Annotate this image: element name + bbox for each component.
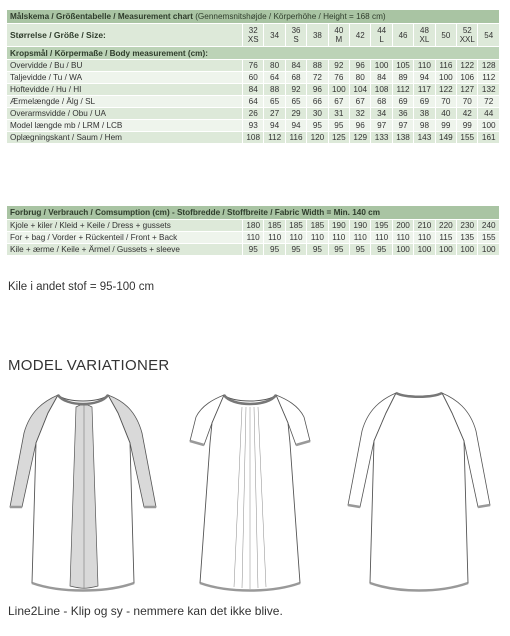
size-letter: L	[379, 35, 384, 44]
value-cell: 195	[371, 220, 392, 232]
dress-sketch-short-sleeve-pleated	[176, 383, 326, 598]
value-cell: 110	[285, 232, 306, 244]
value-cell: 117	[414, 84, 435, 96]
table-row	[7, 96, 500, 108]
value-cell: 40	[435, 108, 456, 120]
size-cell	[435, 24, 456, 47]
value-cell: 64	[243, 96, 264, 108]
row-label: Model længde mb / LRM / LCB	[7, 120, 243, 132]
value-cell: 42	[457, 108, 478, 120]
value-cell: 100	[478, 120, 500, 132]
value-cell: 36	[392, 108, 413, 120]
value-cell: 96	[350, 60, 371, 72]
size-cell	[392, 24, 413, 47]
size-cell	[243, 24, 264, 47]
value-cell: 95	[285, 244, 306, 256]
size-letter: S	[293, 35, 299, 44]
value-cell: 110	[414, 60, 435, 72]
value-cell: 31	[328, 108, 349, 120]
size-number: 50	[441, 30, 451, 40]
size-cell	[371, 24, 392, 47]
size-cell	[350, 24, 371, 47]
value-cell: 70	[435, 96, 456, 108]
row-label: Kjole + kiler / Kleid + Keile / Dress + gussets	[7, 220, 243, 232]
gusset-fabric-note: Kile i andet stof = 95-100 cm	[8, 281, 155, 293]
value-cell: 26	[243, 108, 264, 120]
row-label: For + bag / Vorder + Rückenteil / Front + Back	[7, 232, 243, 244]
value-cell: 128	[478, 60, 500, 72]
value-cell: 92	[328, 60, 349, 72]
value-cell: 129	[350, 132, 371, 144]
value-cell: 190	[328, 220, 349, 232]
size-cell	[414, 24, 435, 47]
value-cell: 132	[478, 84, 500, 96]
value-cell: 100	[414, 244, 435, 256]
value-cell: 190	[350, 220, 371, 232]
size-cell	[264, 24, 285, 47]
value-cell: 97	[392, 120, 413, 132]
footer-tagline: Line2Line - Klip og sy - nemmere kan det ikke blive.	[8, 604, 283, 618]
value-cell: 65	[285, 96, 306, 108]
size-number: 40	[334, 26, 344, 35]
measurement-chart-table	[6, 9, 500, 144]
value-cell: 95	[243, 244, 264, 256]
value-cell: 95	[307, 120, 328, 132]
size-letter: M	[335, 35, 343, 44]
value-cell: 64	[264, 72, 285, 84]
value-cell: 100	[371, 60, 392, 72]
value-cell: 210	[414, 220, 435, 232]
size-cell	[478, 24, 500, 47]
value-cell: 127	[457, 84, 478, 96]
value-cell: 34	[371, 108, 392, 120]
consumption-table	[6, 205, 500, 256]
value-cell: 120	[307, 132, 328, 144]
value-cell: 65	[264, 96, 285, 108]
row-label: Ærmelængde / Älg / SL	[7, 96, 243, 108]
value-cell: 108	[371, 84, 392, 96]
size-number: 52	[462, 26, 472, 35]
value-cell: 133	[371, 132, 392, 144]
value-cell: 44	[478, 108, 500, 120]
value-cell: 88	[264, 84, 285, 96]
value-cell: 30	[307, 108, 328, 120]
dress-sketch-long-sleeve-gusset	[6, 383, 166, 598]
value-cell: 95	[264, 244, 285, 256]
value-cell: 116	[435, 60, 456, 72]
value-cell: 108	[243, 132, 264, 144]
row-label: Taljevidde / Tu / WA	[7, 72, 243, 84]
value-cell: 95	[307, 244, 328, 256]
value-cell: 100	[435, 244, 456, 256]
value-cell: 72	[478, 96, 500, 108]
value-cell: 99	[457, 120, 478, 132]
value-cell: 185	[285, 220, 306, 232]
value-cell: 66	[307, 96, 328, 108]
size-letter: XXL	[459, 35, 475, 44]
value-cell: 135	[457, 232, 478, 244]
size-number: 44	[377, 26, 387, 35]
value-cell: 185	[264, 220, 285, 232]
value-cell: 72	[307, 72, 328, 84]
value-cell: 185	[307, 220, 328, 232]
value-cell: 110	[371, 232, 392, 244]
table-row	[7, 108, 500, 120]
value-cell: 110	[264, 232, 285, 244]
row-label: Oplægningskant / Saum / Hem	[7, 132, 243, 144]
size-header-row	[7, 24, 500, 47]
table-row	[7, 72, 500, 84]
value-cell: 29	[285, 108, 306, 120]
value-cell: 95	[328, 120, 349, 132]
value-cell: 84	[243, 84, 264, 96]
value-cell: 76	[243, 60, 264, 72]
value-cell: 32	[350, 108, 371, 120]
model-variations-heading: MODEL VARIATIONER	[8, 357, 170, 374]
table-row	[7, 132, 500, 144]
value-cell: 149	[435, 132, 456, 144]
value-cell: 112	[392, 84, 413, 96]
value-cell: 180	[243, 220, 264, 232]
size-number: 46	[398, 30, 408, 40]
consumption-header-row	[7, 206, 500, 220]
value-cell: 99	[435, 120, 456, 132]
value-cell: 97	[371, 120, 392, 132]
value-cell: 110	[328, 232, 349, 244]
value-cell: 76	[328, 72, 349, 84]
value-cell: 80	[264, 60, 285, 72]
value-cell: 116	[285, 132, 306, 144]
body-measurement-section-row	[7, 47, 500, 60]
size-cell	[457, 24, 478, 47]
consumption-title: Forbrug / Verbrauch / Comsumption (cm) - Stofbredde / Stoffbreite / Fabric Width = Min. 140 cm	[7, 206, 500, 220]
value-cell: 115	[435, 232, 456, 244]
row-label: Hoftevidde / Hu / HI	[7, 84, 243, 96]
table-row	[7, 220, 500, 232]
size-number: 48	[420, 26, 429, 35]
value-cell: 138	[392, 132, 413, 144]
measurement-chart-header-row	[7, 10, 500, 24]
row-label: Overvidde / Bu / BU	[7, 60, 243, 72]
value-cell: 105	[392, 60, 413, 72]
value-cell: 95	[328, 244, 349, 256]
size-number: 36	[291, 26, 301, 35]
value-cell: 143	[414, 132, 435, 144]
value-cell: 69	[392, 96, 413, 108]
value-cell: 95	[350, 244, 371, 256]
size-letter: XS	[247, 35, 259, 44]
value-cell: 155	[457, 132, 478, 144]
value-cell: 84	[371, 72, 392, 84]
value-cell: 68	[285, 72, 306, 84]
value-cell: 89	[392, 72, 413, 84]
value-cell: 100	[435, 72, 456, 84]
table-row	[7, 232, 500, 244]
measurement-chart-title: Målskema / Größentabelle / Measurement chart	[10, 12, 193, 21]
size-number: 42	[355, 30, 365, 40]
size-number: 38	[312, 30, 322, 40]
value-cell: 88	[307, 60, 328, 72]
value-cell: 100	[457, 244, 478, 256]
table-row	[7, 84, 500, 96]
size-number: 34	[270, 30, 280, 40]
value-cell: 38	[414, 108, 435, 120]
value-cell: 68	[371, 96, 392, 108]
value-cell: 100	[478, 244, 500, 256]
value-cell: 110	[307, 232, 328, 244]
size-cell	[285, 24, 306, 47]
value-cell: 110	[350, 232, 371, 244]
value-cell: 100	[392, 244, 413, 256]
value-cell: 100	[328, 84, 349, 96]
value-cell: 122	[457, 60, 478, 72]
value-cell: 84	[285, 60, 306, 72]
value-cell: 240	[478, 220, 500, 232]
value-cell: 112	[478, 72, 500, 84]
table-row	[7, 120, 500, 132]
value-cell: 69	[414, 96, 435, 108]
size-letter: XL	[419, 35, 430, 44]
value-cell: 94	[264, 120, 285, 132]
value-cell: 27	[264, 108, 285, 120]
value-cell: 110	[243, 232, 264, 244]
value-cell: 106	[457, 72, 478, 84]
body-measurement-section-title: Kropsmål / Körpermaße / Body measurement (cm):	[7, 47, 500, 60]
value-cell: 94	[414, 72, 435, 84]
value-cell: 161	[478, 132, 500, 144]
row-label: Overarmsvidde / Obu / UA	[7, 108, 243, 120]
value-cell: 220	[435, 220, 456, 232]
value-cell: 70	[457, 96, 478, 108]
measurement-chart-height-note: (Gennemsnitshøjde / Körperhöhe / Height = 168 cm)	[192, 12, 386, 21]
value-cell: 230	[457, 220, 478, 232]
size-cell	[328, 24, 349, 47]
value-cell: 200	[392, 220, 413, 232]
dress-sketch-back-view	[336, 383, 502, 598]
size-number: 32	[248, 26, 258, 35]
value-cell: 60	[243, 72, 264, 84]
value-cell: 122	[435, 84, 456, 96]
size-number: 54	[484, 30, 494, 40]
value-cell: 125	[328, 132, 349, 144]
size-label: Størrelse / Größe / Size:	[7, 24, 243, 47]
value-cell: 96	[307, 84, 328, 96]
value-cell: 96	[350, 120, 371, 132]
value-cell: 155	[478, 232, 500, 244]
value-cell: 80	[350, 72, 371, 84]
table-row	[7, 244, 500, 256]
value-cell: 92	[285, 84, 306, 96]
value-cell: 67	[328, 96, 349, 108]
value-cell: 110	[414, 232, 435, 244]
table-row	[7, 60, 500, 72]
row-label: Kile + ærme / Keile + Ärmel / Gussets + sleeve	[7, 244, 243, 256]
value-cell: 112	[264, 132, 285, 144]
value-cell: 98	[414, 120, 435, 132]
value-cell: 94	[285, 120, 306, 132]
value-cell: 104	[350, 84, 371, 96]
value-cell: 95	[371, 244, 392, 256]
size-cell	[307, 24, 328, 47]
value-cell: 110	[392, 232, 413, 244]
value-cell: 93	[243, 120, 264, 132]
value-cell: 67	[350, 96, 371, 108]
